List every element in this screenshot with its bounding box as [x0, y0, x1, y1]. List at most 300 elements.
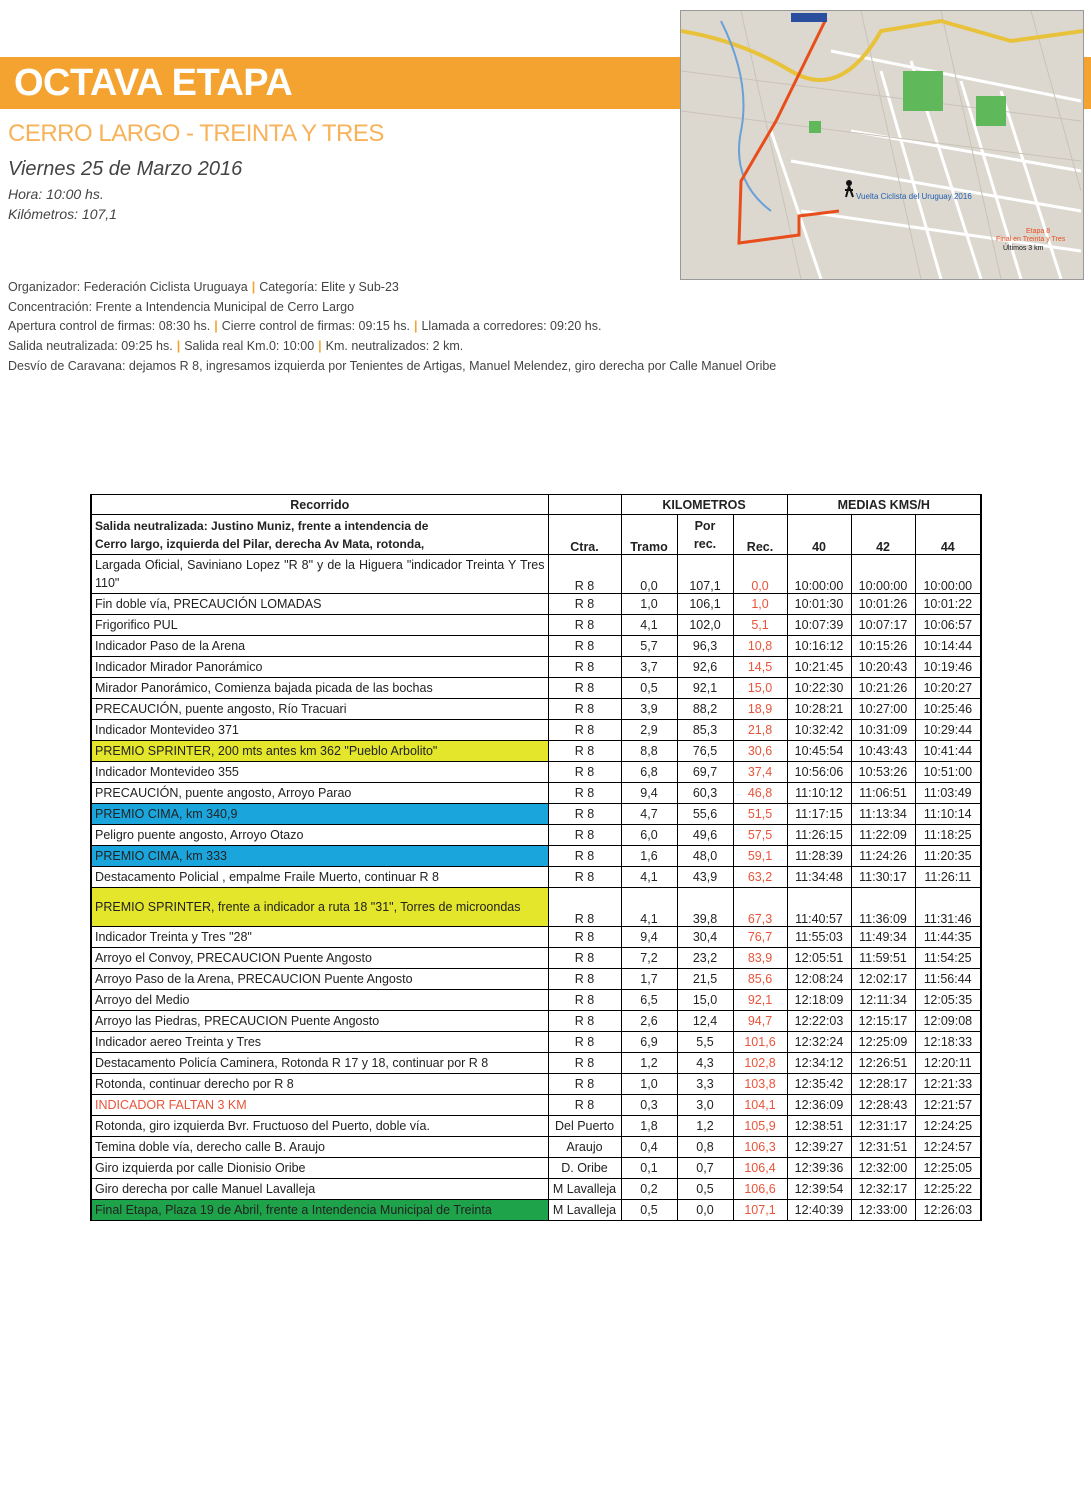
info-line-5 [8, 359, 776, 373]
road: R 8 [548, 636, 621, 657]
remaining-km: 85,3 [677, 720, 733, 741]
time-42: 10:31:09 [851, 720, 915, 741]
route-point: Indicador Montevideo 371 [91, 720, 548, 741]
remaining-km: 102,0 [677, 615, 733, 636]
covered-km: 59,1 [733, 846, 787, 867]
covered-km: 83,9 [733, 948, 787, 969]
route-point: Temina doble vía, derecho calle B. Araujo [91, 1137, 548, 1158]
tramo-km: 5,7 [621, 636, 677, 657]
time-44: 10:00:00 [915, 555, 981, 594]
time-44: 11:26:11 [915, 867, 981, 888]
time-44: 10:06:57 [915, 615, 981, 636]
route-point: Arroyo Paso de la Arena, PRECAUCION Puente Angosto [91, 969, 548, 990]
time-40: 12:39:54 [787, 1179, 851, 1200]
tramo-km: 4,1 [621, 867, 677, 888]
route-map [680, 10, 1084, 280]
route-point: PRECAUCIÓN, puente angosto, Río Tracuari [91, 699, 548, 720]
neutral-km: Km. neutralizados: 2 km. [325, 339, 464, 353]
tramo-km: 0,1 [621, 1158, 677, 1179]
road: R 8 [548, 783, 621, 804]
map-legend-3: Últimos 3 km [1003, 245, 1044, 252]
time-40: 10:56:06 [787, 762, 851, 783]
tramo-km: 4,1 [621, 888, 677, 927]
remaining-km: 92,1 [677, 678, 733, 699]
remaining-km: 0,0 [677, 1200, 733, 1221]
time-44: 10:29:44 [915, 720, 981, 741]
table-row [91, 867, 981, 888]
time-44: 11:44:35 [915, 927, 981, 948]
covered-km: 5,1 [733, 615, 787, 636]
tramo-km: 4,7 [621, 804, 677, 825]
time-44: 12:21:57 [915, 1095, 981, 1116]
covered-km: 106,4 [733, 1158, 787, 1179]
time-42: 11:13:34 [851, 804, 915, 825]
table-row [91, 1158, 981, 1179]
table-row [91, 1032, 981, 1053]
stage-km: Kilómetros: 107,1 [8, 206, 117, 222]
covered-km: 18,9 [733, 699, 787, 720]
covered-km: 94,7 [733, 1011, 787, 1032]
remaining-km: 76,5 [677, 741, 733, 762]
tramo-km: 0,4 [621, 1137, 677, 1158]
info-line-2 [8, 300, 354, 314]
remaining-km: 21,5 [677, 969, 733, 990]
time-44: 12:20:11 [915, 1053, 981, 1074]
road: R 8 [548, 678, 621, 699]
tramo-km: 0,5 [621, 678, 677, 699]
remaining-km: 1,2 [677, 1116, 733, 1137]
table-row [91, 615, 981, 636]
road: Del Puerto [548, 1116, 621, 1137]
covered-km: 101,6 [733, 1032, 787, 1053]
route-point: Mirador Panorámico, Comienza bajada picada de las bochas [91, 678, 548, 699]
time-40: 10:00:00 [787, 555, 851, 594]
remaining-km: 55,6 [677, 804, 733, 825]
time-44: 11:10:14 [915, 804, 981, 825]
category: Categoría: Elite y Sub-23 [259, 280, 399, 294]
route-point: Rotonda, giro izquierda Bvr. Fructuoso del Puerto, doble vía. [91, 1116, 548, 1137]
time-42: 12:15:17 [851, 1011, 915, 1032]
remaining-km: 39,8 [677, 888, 733, 927]
road: M Lavalleja [548, 1179, 621, 1200]
road: R 8 [548, 1011, 621, 1032]
time-40: 12:36:09 [787, 1095, 851, 1116]
road: R 8 [548, 888, 621, 927]
time-40: 12:34:12 [787, 1053, 851, 1074]
table-row [91, 825, 981, 846]
covered-km: 1,0 [733, 594, 787, 615]
covered-km: 92,1 [733, 990, 787, 1011]
time-40: 10:32:42 [787, 720, 851, 741]
time-40: 12:39:27 [787, 1137, 851, 1158]
time-40: 10:01:30 [787, 594, 851, 615]
tramo-km: 1,0 [621, 1074, 677, 1095]
rec-label: rec. [693, 536, 717, 551]
time-44: 10:41:44 [915, 741, 981, 762]
salida-line-2: Cerro largo, izquierda del Pilar, derecha Av Mata, rotonda, [95, 536, 425, 551]
time-40: 11:55:03 [787, 927, 851, 948]
remaining-km: 92,6 [677, 657, 733, 678]
route-point: Indicador Montevideo 355 [91, 762, 548, 783]
remaining-km: 60,3 [677, 783, 733, 804]
covered-km: 106,3 [733, 1137, 787, 1158]
table-row [91, 1053, 981, 1074]
route-point: Largada Oficial, Saviniano Lopez "R 8" y de la Higuera "indicador Treinta Y Tres 110" [91, 555, 548, 594]
covered-km: 67,3 [733, 888, 787, 927]
remaining-km: 3,3 [677, 1074, 733, 1095]
road: R 8 [548, 555, 621, 594]
route-point: Arroyo del Medio [91, 990, 548, 1011]
covered-km: 14,5 [733, 657, 787, 678]
table-row [91, 1137, 981, 1158]
route-point: PRECAUCIÓN, puente angosto, Arroyo Parao [91, 783, 548, 804]
route-point: PREMIO CIMA, km 340,9 [91, 804, 548, 825]
time-40: 12:08:24 [787, 969, 851, 990]
time-44: 11:20:35 [915, 846, 981, 867]
route-point: Giro derecha por calle Manuel Lavalleja [91, 1179, 548, 1200]
info-line-3: Apertura control de firmas: 08:30 hs. | Cierre control de firmas: 09:15 hs. | Llamada a corredores: 09:20 hs. [8, 319, 602, 333]
tramo-km: 0,2 [621, 1179, 677, 1200]
table-row [91, 720, 981, 741]
signature-open: Apertura control de firmas: 08:30 hs. [8, 319, 211, 333]
road: R 8 [548, 720, 621, 741]
covered-km: 46,8 [733, 783, 787, 804]
covered-km: 15,0 [733, 678, 787, 699]
page-title: OCTAVA ETAPA [14, 62, 293, 104]
header-44: 44 [915, 515, 981, 555]
table-row [91, 783, 981, 804]
table-row [91, 927, 981, 948]
time-42: 12:31:17 [851, 1116, 915, 1137]
time-40: 12:32:24 [787, 1032, 851, 1053]
time-44: 10:19:46 [915, 657, 981, 678]
table-row [91, 1095, 981, 1116]
time-44: 10:51:00 [915, 762, 981, 783]
time-42: 12:32:00 [851, 1158, 915, 1179]
road: R 8 [548, 1053, 621, 1074]
remaining-km: 30,4 [677, 927, 733, 948]
covered-km: 85,6 [733, 969, 787, 990]
route-point: PREMIO CIMA, km 333 [91, 846, 548, 867]
header-ctra: Ctra. [548, 515, 621, 555]
time-42: 10:07:17 [851, 615, 915, 636]
tramo-km: 3,9 [621, 699, 677, 720]
time-42: 12:11:34 [851, 990, 915, 1011]
time-42: 12:26:51 [851, 1053, 915, 1074]
tramo-km: 3,7 [621, 657, 677, 678]
time-42: 11:59:51 [851, 948, 915, 969]
map-legend-1: Etapa 8 [1026, 228, 1051, 235]
remaining-km: 15,0 [677, 990, 733, 1011]
tramo-km: 1,2 [621, 1053, 677, 1074]
rider-call: Llamada a corredores: 09:20 hs. [421, 319, 602, 333]
road: Araujo [548, 1137, 621, 1158]
header-blank [548, 495, 621, 515]
remaining-km: 107,1 [677, 555, 733, 594]
road: R 8 [548, 990, 621, 1011]
table-row [91, 804, 981, 825]
covered-km: 0,0 [733, 555, 787, 594]
tramo-km: 6,9 [621, 1032, 677, 1053]
tramo-km: 9,4 [621, 783, 677, 804]
header-tramo: Tramo [621, 515, 677, 555]
road: R 8 [548, 969, 621, 990]
tramo-km: 6,5 [621, 990, 677, 1011]
time-42: 10:15:26 [851, 636, 915, 657]
time-44: 10:20:27 [915, 678, 981, 699]
route-point: Arroyo el Convoy, PRECAUCION Puente Angosto [91, 948, 548, 969]
time-40: 12:18:09 [787, 990, 851, 1011]
route-table [90, 494, 982, 1221]
time-44: 12:24:25 [915, 1116, 981, 1137]
remaining-km: 12,4 [677, 1011, 733, 1032]
time-44: 10:01:22 [915, 594, 981, 615]
time-40: 11:26:15 [787, 825, 851, 846]
road: R 8 [548, 927, 621, 948]
time-42: 10:00:00 [851, 555, 915, 594]
remaining-km: 96,3 [677, 636, 733, 657]
table-row [91, 1179, 981, 1200]
tramo-km: 0,5 [621, 1200, 677, 1221]
time-40: 10:07:39 [787, 615, 851, 636]
time-40: 11:40:57 [787, 888, 851, 927]
route-point: Indicador Treinta y Tres "28" [91, 927, 548, 948]
road: R 8 [548, 948, 621, 969]
neutral-start: Salida neutralizada: 09:25 hs. [8, 339, 173, 353]
table-row [91, 948, 981, 969]
time-44: 11:54:25 [915, 948, 981, 969]
table-row [91, 762, 981, 783]
map-legend-2: Final en Treinta y Tres [996, 236, 1066, 243]
route-point: Frigorifico PUL [91, 615, 548, 636]
header-40: 40 [787, 515, 851, 555]
time-42: 11:24:26 [851, 846, 915, 867]
remaining-km: 69,7 [677, 762, 733, 783]
remaining-km: 43,9 [677, 867, 733, 888]
road: R 8 [548, 1074, 621, 1095]
route-point: Peligro puente angosto, Arroyo Otazo [91, 825, 548, 846]
covered-km: 76,7 [733, 927, 787, 948]
table-row [91, 699, 981, 720]
tramo-km: 0,0 [621, 555, 677, 594]
header-por-rec [677, 515, 733, 555]
time-42: 10:27:00 [851, 699, 915, 720]
covered-km: 107,1 [733, 1200, 787, 1221]
road: R 8 [548, 699, 621, 720]
remaining-km: 0,7 [677, 1158, 733, 1179]
covered-km: 103,8 [733, 1074, 787, 1095]
table-row [91, 555, 981, 594]
time-44: 12:24:57 [915, 1137, 981, 1158]
time-40: 11:10:12 [787, 783, 851, 804]
time-44: 12:21:33 [915, 1074, 981, 1095]
table-row [91, 1200, 981, 1221]
route-point: INDICADOR FALTAN 3 KM [91, 1095, 548, 1116]
time-40: 10:28:21 [787, 699, 851, 720]
road: R 8 [548, 846, 621, 867]
time-40: 10:45:54 [787, 741, 851, 762]
time-44: 10:14:44 [915, 636, 981, 657]
tramo-km: 6,0 [621, 825, 677, 846]
time-42: 12:32:17 [851, 1179, 915, 1200]
road: R 8 [548, 615, 621, 636]
table-row [91, 678, 981, 699]
time-40: 10:21:45 [787, 657, 851, 678]
road: R 8 [548, 825, 621, 846]
table-row [91, 741, 981, 762]
salida-line-1: Salida neutralizada: Justino Muniz, frente a intendencia de [95, 518, 429, 533]
time-42: 10:43:43 [851, 741, 915, 762]
time-42: 10:53:26 [851, 762, 915, 783]
real-start: Salida real Km.0: 10:00 [184, 339, 315, 353]
organizer: Organizador: Federación Ciclista Uruguaya [8, 280, 248, 294]
time-44: 12:25:05 [915, 1158, 981, 1179]
time-42: 11:36:09 [851, 888, 915, 927]
time-40: 12:38:51 [787, 1116, 851, 1137]
por-label: Por [694, 518, 716, 533]
time-40: 12:35:42 [787, 1074, 851, 1095]
header-medias: MEDIAS KMS/H [787, 495, 981, 515]
time-42: 12:33:00 [851, 1200, 915, 1221]
time-42: 12:02:17 [851, 969, 915, 990]
time-42: 12:28:17 [851, 1074, 915, 1095]
table-row [91, 888, 981, 927]
road: R 8 [548, 1095, 621, 1116]
tramo-km: 1,7 [621, 969, 677, 990]
time-40: 12:05:51 [787, 948, 851, 969]
road: R 8 [548, 762, 621, 783]
road: R 8 [548, 1032, 621, 1053]
tramo-km: 1,6 [621, 846, 677, 867]
concentration: Concentración: Frente a Intendencia Municipal de Cerro Largo [8, 300, 355, 314]
table-row [91, 1116, 981, 1137]
time-42: 10:21:26 [851, 678, 915, 699]
time-42: 12:28:43 [851, 1095, 915, 1116]
time-40: 11:17:15 [787, 804, 851, 825]
road: R 8 [548, 867, 621, 888]
table-row [91, 846, 981, 867]
remaining-km: 106,1 [677, 594, 733, 615]
tramo-km: 4,1 [621, 615, 677, 636]
tramo-km: 1,0 [621, 594, 677, 615]
covered-km: 21,8 [733, 720, 787, 741]
remaining-km: 5,5 [677, 1032, 733, 1053]
remaining-km: 49,6 [677, 825, 733, 846]
covered-km: 37,4 [733, 762, 787, 783]
road: R 8 [548, 657, 621, 678]
tramo-km: 6,8 [621, 762, 677, 783]
time-40: 12:39:36 [787, 1158, 851, 1179]
map-graphic [681, 11, 1083, 279]
route-point: Giro izquierda por calle Dionisio Oribe [91, 1158, 548, 1179]
header-recorrido: Recorrido [91, 495, 548, 515]
time-40: 11:34:48 [787, 867, 851, 888]
time-44: 12:09:08 [915, 1011, 981, 1032]
route-point: Destacamento Policial , empalme Fraile Muerto, continuar R 8 [91, 867, 548, 888]
header-rec: Rec. [733, 515, 787, 555]
route-point: PREMIO SPRINTER, 200 mts antes km 362 "Pueblo Arbolito" [91, 741, 548, 762]
header-salida [91, 515, 548, 555]
time-44: 12:26:03 [915, 1200, 981, 1221]
time-42: 10:01:26 [851, 594, 915, 615]
route-point: Rotonda, continuar derecho por R 8 [91, 1074, 548, 1095]
header-kilometros: KILOMETROS [621, 495, 787, 515]
time-42: 10:20:43 [851, 657, 915, 678]
remaining-km: 3,0 [677, 1095, 733, 1116]
map-badge: Vuelta Ciclista del Uruguay 2016 [856, 192, 972, 201]
stage-route: CERRO LARGO - TREINTA Y TRES [8, 120, 384, 147]
time-44: 11:03:49 [915, 783, 981, 804]
road: R 8 [548, 804, 621, 825]
time-40: 10:16:12 [787, 636, 851, 657]
signature-close: Cierre control de firmas: 09:15 hs. [221, 319, 410, 333]
remaining-km: 4,3 [677, 1053, 733, 1074]
covered-km: 10,8 [733, 636, 787, 657]
time-40: 12:40:39 [787, 1200, 851, 1221]
route-point: Final Etapa, Plaza 19 de Abril, frente a Intendencia Municipal de Treinta [91, 1200, 548, 1221]
tramo-km: 2,9 [621, 720, 677, 741]
info-line-1: Organizador: Federación Ciclista Uruguaya | Categoría: Elite y Sub-23 [8, 280, 399, 294]
covered-km: 51,5 [733, 804, 787, 825]
covered-km: 104,1 [733, 1095, 787, 1116]
table-row [91, 594, 981, 615]
time-44: 11:18:25 [915, 825, 981, 846]
route-rows [91, 555, 981, 1221]
time-44: 12:18:33 [915, 1032, 981, 1053]
time-42: 12:25:09 [851, 1032, 915, 1053]
tramo-km: 0,3 [621, 1095, 677, 1116]
route-point: Indicador Mirador Panorámico [91, 657, 548, 678]
time-40: 11:28:39 [787, 846, 851, 867]
covered-km: 102,8 [733, 1053, 787, 1074]
tramo-km: 7,2 [621, 948, 677, 969]
covered-km: 30,6 [733, 741, 787, 762]
covered-km: 105,9 [733, 1116, 787, 1137]
tramo-km: 8,8 [621, 741, 677, 762]
table-row [91, 1011, 981, 1032]
time-42: 11:22:09 [851, 825, 915, 846]
caravan-detour: Desvío de Caravana: dejamos R 8, ingresamos izquierda por Tenientes de Artigas, Manuel Melendez, giro derecha por Calle Manuel Oribe [8, 359, 777, 373]
road: M Lavalleja [548, 1200, 621, 1221]
time-42: 11:30:17 [851, 867, 915, 888]
covered-km: 106,6 [733, 1179, 787, 1200]
covered-km: 63,2 [733, 867, 787, 888]
route-point: Fin doble vía, PRECAUCIÓN LOMADAS [91, 594, 548, 615]
table-row [91, 1074, 981, 1095]
road: R 8 [548, 741, 621, 762]
info-line-4: Salida neutralizada: 09:25 hs. | Salida real Km.0: 10:00 | Km. neutralizados: 2 km. [8, 339, 464, 353]
time-42: 11:06:51 [851, 783, 915, 804]
table-row [91, 657, 981, 678]
time-42: 11:49:34 [851, 927, 915, 948]
road: D. Oribe [548, 1158, 621, 1179]
time-44: 12:25:22 [915, 1179, 981, 1200]
remaining-km: 88,2 [677, 699, 733, 720]
stage-date: Viernes 25 de Marzo 2016 [8, 158, 243, 180]
stage-hour: Hora: 10:00 hs. [8, 186, 104, 202]
time-44: 11:31:46 [915, 888, 981, 927]
remaining-km: 23,2 [677, 948, 733, 969]
tramo-km: 1,8 [621, 1116, 677, 1137]
remaining-km: 0,5 [677, 1179, 733, 1200]
tramo-km: 9,4 [621, 927, 677, 948]
table-row [91, 969, 981, 990]
time-40: 12:22:03 [787, 1011, 851, 1032]
route-point: PREMIO SPRINTER, frente a indicador a ruta 18 "31", Torres de microondas [91, 888, 548, 927]
route-point: Indicador aereo Treinta y Tres [91, 1032, 548, 1053]
table-row [91, 636, 981, 657]
covered-km: 57,5 [733, 825, 787, 846]
